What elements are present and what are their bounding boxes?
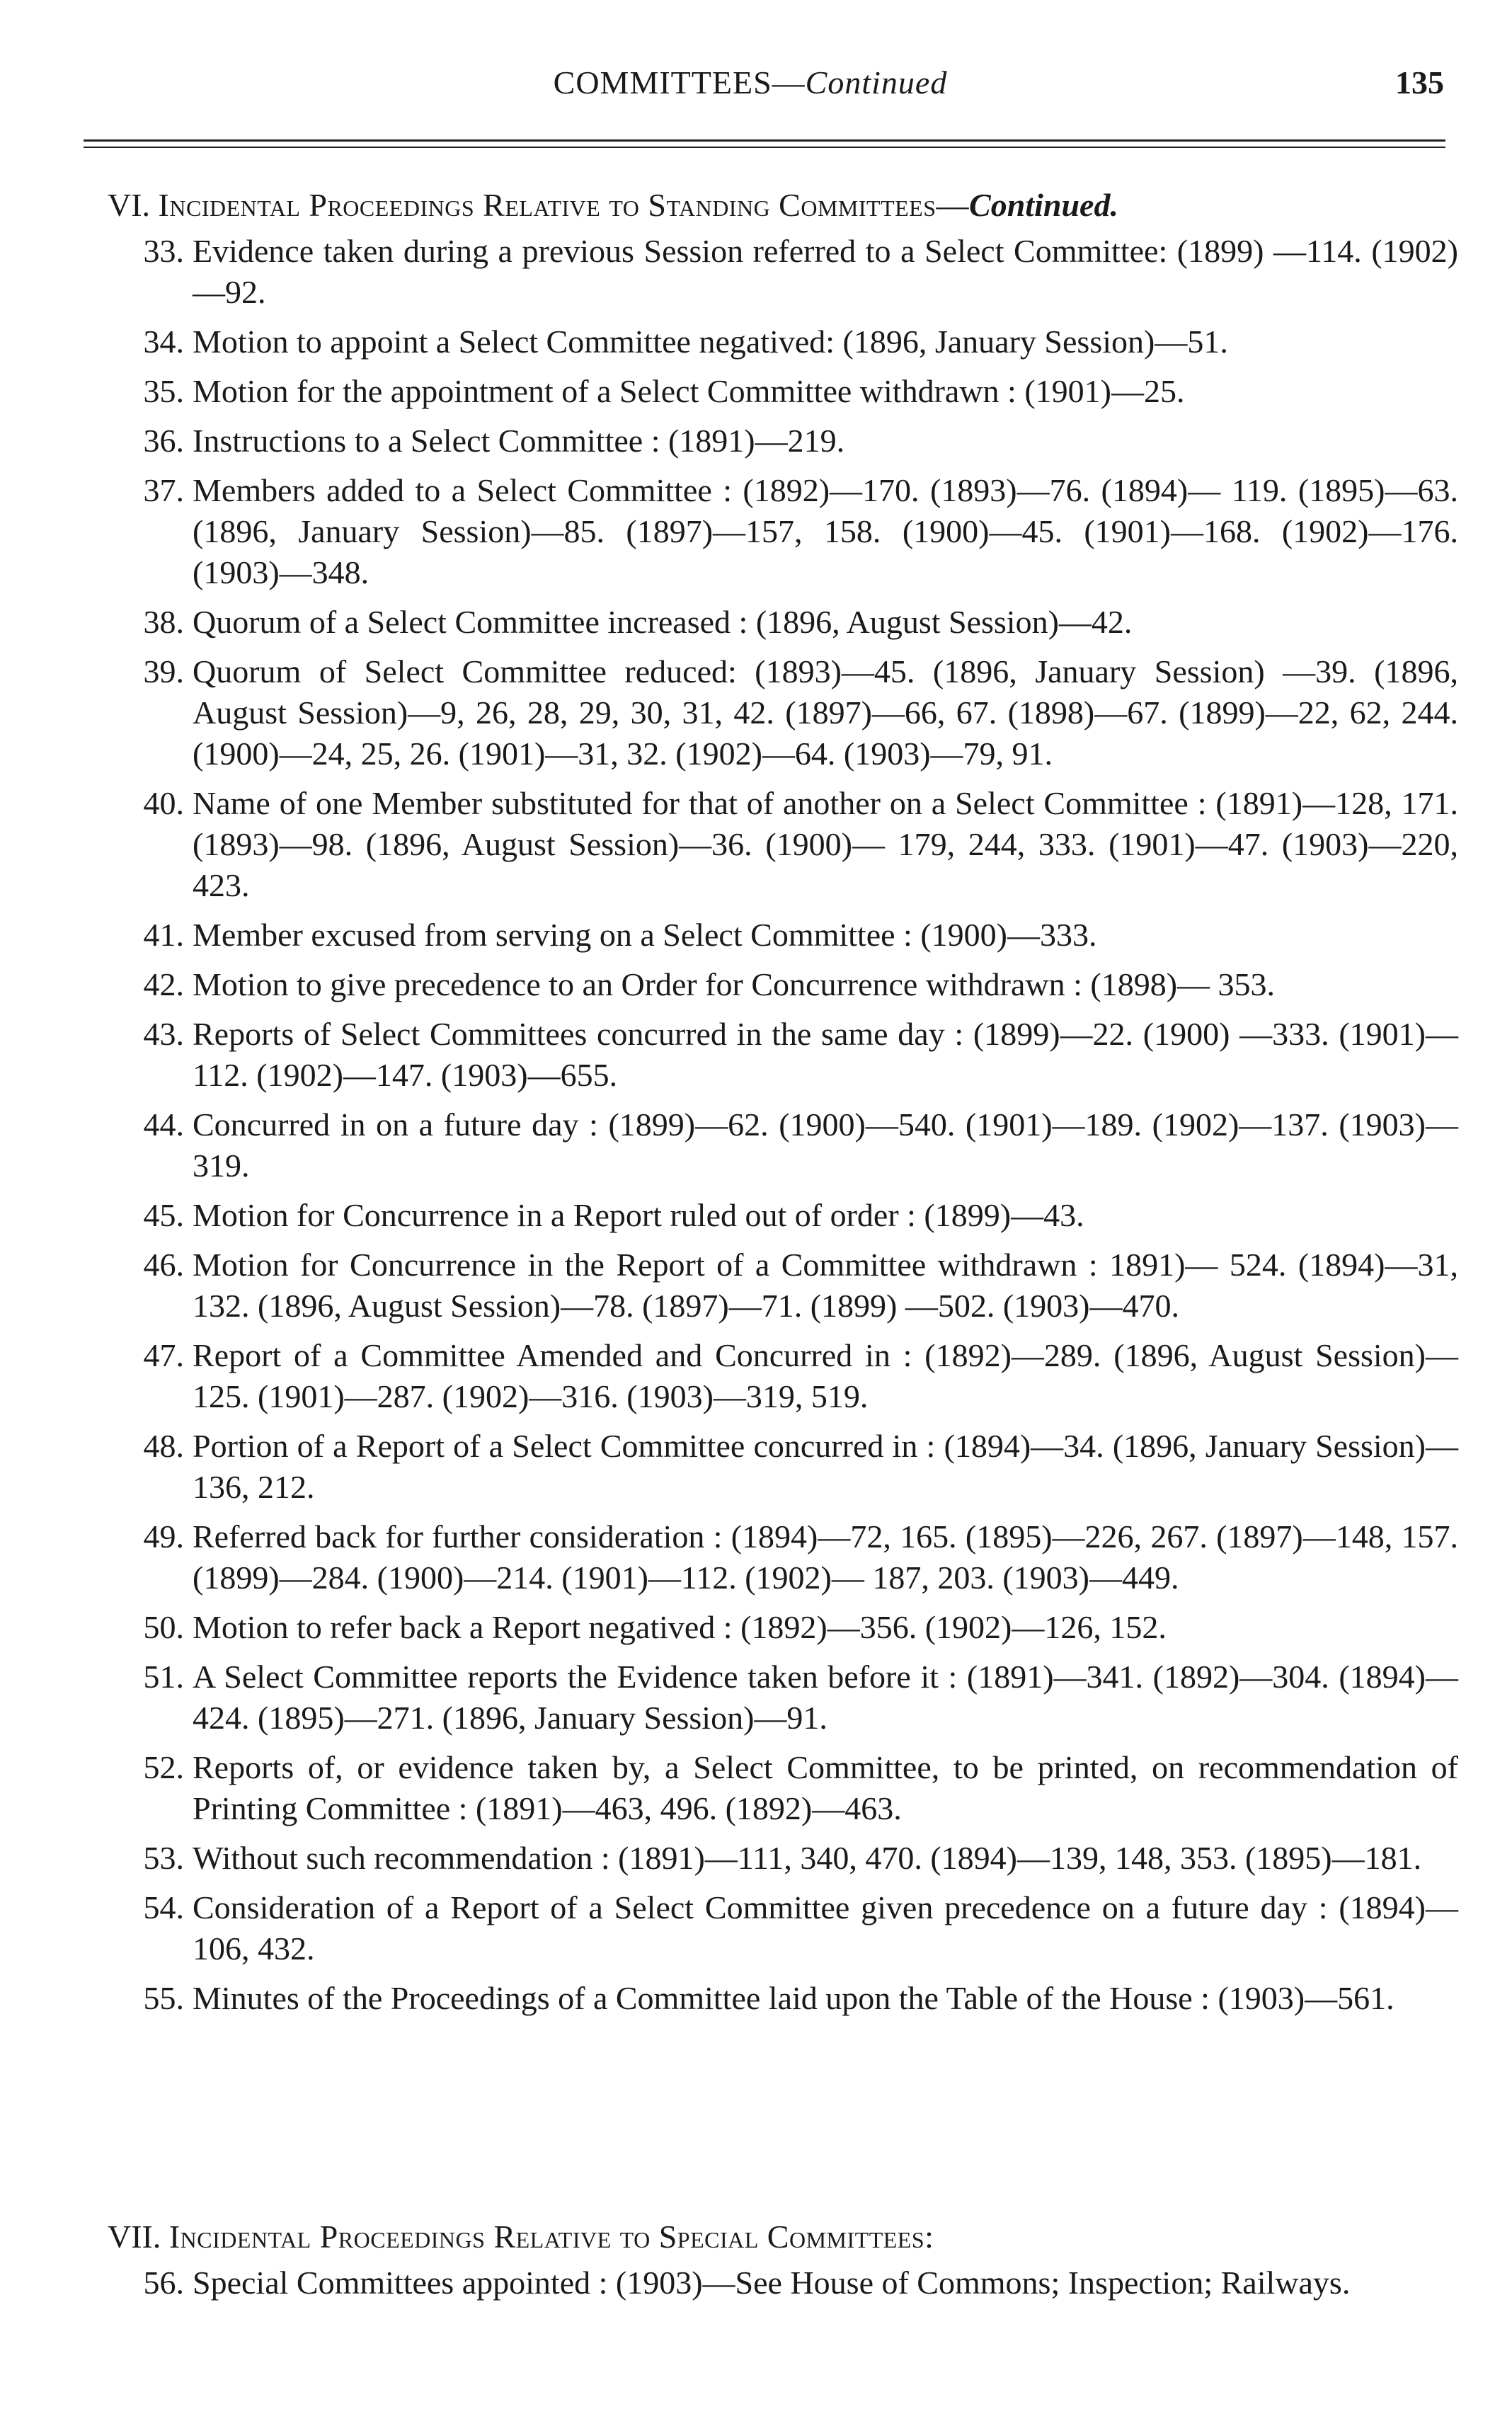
section-title: Incidental Proceedings Relative to Special Committees: <box>168 2219 934 2255</box>
running-title-continued: Continued <box>805 64 948 101</box>
entry-list-vi <box>127 231 1458 2027</box>
entry-text: Member excused from serving on a Select Committee : (1900)—333. <box>193 917 1097 953</box>
entry-text: Quorum of a Select Committee increased : (1896, August Session)—42. <box>193 604 1133 640</box>
entry-number: 38. <box>143 604 184 640</box>
entry-text: Concurred in on a future day : (1899)—62. (1900)—540. (1901)—189. (1902)—137. (1903)—319. <box>193 1106 1458 1184</box>
entry-text: Members added to a Select Committee : (1892)—170. (1893)—76. (1894)— 119. (1895)—63. (1896, January Session)—85. (1897)—157, 158. (1900)—45. (1901)—168. (1902)—176. (1903)—348. <box>193 472 1458 590</box>
entry-text: Report of a Committee Amended and Concurred in : (1892)—289. (1896, August Session)—125. (1901)—287. (1902)—316. (1903)—319, 519. <box>193 1337 1458 1414</box>
entry-number: 41. <box>143 917 184 953</box>
list-item <box>127 915 1458 956</box>
entry-number: 39. <box>143 653 184 689</box>
entry-number: 52. <box>143 1749 184 1785</box>
list-item <box>127 783 1458 906</box>
entry-number: 33. <box>143 233 184 269</box>
entry-number: 40. <box>143 785 184 821</box>
section-title: Incidental Proceedings Relative to Standing Committees— <box>158 187 970 223</box>
list-item <box>127 1426 1458 1508</box>
entry-number: 56. <box>143 2265 184 2301</box>
list-item <box>127 1607 1458 1648</box>
list-item <box>127 1244 1458 1327</box>
running-title <box>212 64 1288 101</box>
entry-list-vii <box>127 2262 1458 2312</box>
entry-text: Motion for Concurrence in a Report ruled out of order : (1899)—43. <box>193 1197 1084 1233</box>
entry-number: 37. <box>143 472 184 508</box>
list-item <box>127 1516 1458 1598</box>
section-numeral: VI. <box>108 187 151 223</box>
list-item <box>127 1195 1458 1236</box>
entry-text: Minutes of the Proceedings of a Committee laid upon the Table of the House : (1903)—561. <box>193 1980 1394 2016</box>
section-heading-vi <box>108 185 1118 225</box>
page-number: 135 <box>1395 64 1444 101</box>
list-item <box>127 1838 1458 1879</box>
entry-text: Name of one Member substituted for that of another on a Select Committee : (1891)—128, 171. (1893)—98. (1896, August Session)—36. (1900)— 179, 244, 333. (1901)—47. (1903)—220, 423. <box>193 785 1458 903</box>
entry-number: 55. <box>143 1980 184 2016</box>
list-item <box>127 231 1458 313</box>
list-item <box>127 2262 1458 2303</box>
section-continued: Continued. <box>969 187 1118 223</box>
entry-text: Reports of, or evidence taken by, a Select Committee, to be printed, on recommendation of Printing Committee : (1891)—463, 496. (1892)—463. <box>193 1749 1458 1826</box>
entry-text: Motion to appoint a Select Committee negatived: (1896, January Session)—51. <box>193 324 1228 360</box>
list-item <box>127 1887 1458 1969</box>
entry-number: 54. <box>143 1889 184 1925</box>
list-item <box>127 1656 1458 1739</box>
entry-number: 50. <box>143 1609 184 1645</box>
entry-text: Portion of a Report of a Select Committee concurred in : (1894)—34. (1896, January Session)—136, 212. <box>193 1428 1458 1505</box>
entry-number: 44. <box>143 1106 184 1143</box>
entry-number: 48. <box>143 1428 184 1464</box>
list-item <box>127 420 1458 462</box>
header-rule-top <box>84 139 1445 142</box>
section-heading-vii <box>108 2217 934 2257</box>
entry-text: Reports of Select Committees concurred in the same day : (1899)—22. (1900) —333. (1901)—112. (1902)—147. (1903)—655. <box>193 1016 1458 1093</box>
entry-number: 34. <box>143 324 184 360</box>
list-item <box>127 651 1458 774</box>
list-item <box>127 371 1458 412</box>
entry-text: Quorum of Select Committee reduced: (1893)—45. (1896, January Session) —39. (1896, August Session)—9, 26, 28, 29, 30, 31, 42. (1897)—66, 67. (1898)—67. (1899)—22, 62, 244. (1900)—24, 25, 26. (1901)—31, 32. (1902)—64. (1903)—79, 91. <box>193 653 1458 772</box>
entry-number: 43. <box>143 1016 184 1052</box>
list-item <box>127 1747 1458 1829</box>
list-item <box>127 1104 1458 1186</box>
entry-text: Instructions to a Select Committee : (1891)—219. <box>193 423 845 459</box>
list-item <box>127 1014 1458 1096</box>
header-rule-bottom <box>84 147 1445 148</box>
entry-text: Referred back for further consideration : (1894)—72, 165. (1895)—226, 267. (1897)—148, 157. (1899)—284. (1900)—214. (1901)—112. (1902)— 187, 203. (1903)—449. <box>193 1518 1458 1596</box>
entry-text: Motion for the appointment of a Select Committee withdrawn : (1901)—25. <box>193 373 1185 409</box>
list-item <box>127 602 1458 643</box>
entry-text: A Select Committee reports the Evidence taken before it : (1891)—341. (1892)—304. (1894)—424. (1895)—271. (1896, January Session)—91. <box>193 1659 1458 1736</box>
entry-text: Without such recommendation : (1891)—111, 340, 470. (1894)—139, 148, 353. (1895)—181. <box>193 1840 1422 1876</box>
list-item <box>127 321 1458 362</box>
section-numeral: VII. <box>108 2219 161 2255</box>
entry-number: 51. <box>143 1659 184 1695</box>
list-item <box>127 964 1458 1005</box>
entry-number: 35. <box>143 373 184 409</box>
list-item <box>127 1978 1458 2019</box>
entry-number: 53. <box>143 1840 184 1876</box>
entry-text: Evidence taken during a previous Session referred to a Select Committee: (1899) —114. (1902)—92. <box>193 233 1458 310</box>
entry-number: 46. <box>143 1247 184 1283</box>
running-head <box>212 55 1444 112</box>
list-item <box>127 1335 1458 1417</box>
running-title-main: COMMITTEES— <box>553 64 806 101</box>
entry-number: 42. <box>143 966 184 1002</box>
entry-text: Special Committees appointed : (1903)—See House of Commons; Inspection; Railways. <box>193 2265 1351 2301</box>
entry-number: 49. <box>143 1518 184 1555</box>
entry-number: 36. <box>143 423 184 459</box>
list-item <box>127 470 1458 593</box>
entry-number: 45. <box>143 1197 184 1233</box>
entry-text: Motion to give precedence to an Order for Concurrence withdrawn : (1898)— 353. <box>193 966 1276 1002</box>
entry-text: Motion to refer back a Report negatived : (1892)—356. (1902)—126, 152. <box>193 1609 1167 1645</box>
entry-text: Consideration of a Report of a Select Committee given precedence on a future day : (1894)—106, 432. <box>193 1889 1458 1967</box>
entry-number: 47. <box>143 1337 184 1373</box>
entry-text: Motion for Concurrence in the Report of a Committee withdrawn : 1891)— 524. (1894)—31, 132. (1896, August Session)—78. (1897)—71. (1899) —502. (1903)—470. <box>193 1247 1458 1324</box>
